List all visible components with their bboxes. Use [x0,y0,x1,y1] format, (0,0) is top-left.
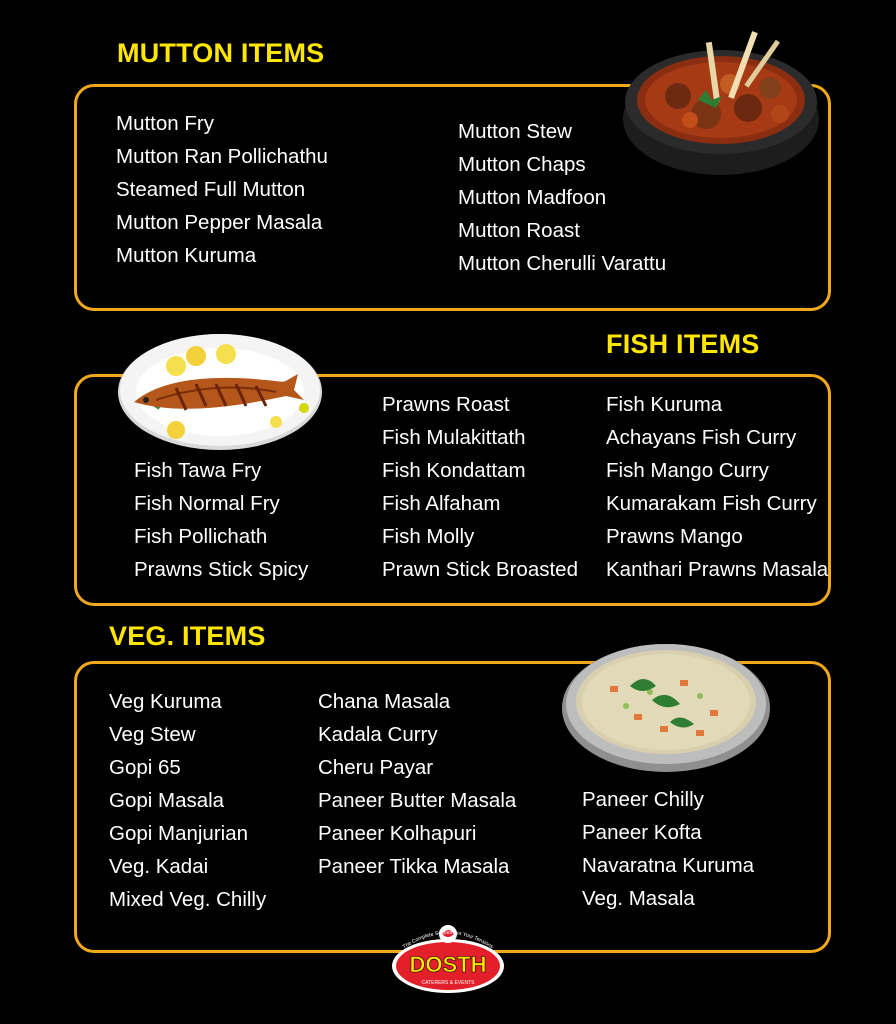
logo-subtitle: CATERERS & EVENTS [421,980,475,986]
veg-heading: VEG. ITEMS [109,621,266,651]
menu-item: Mutton Stew [458,120,572,143]
veg-list-col1 [109,685,266,916]
fish-list-col3 [606,388,828,586]
fried-fish-image [116,326,330,454]
dosth-logo [388,918,508,996]
menu-item: Mutton Fry [116,112,214,135]
menu-item: Cheru Payar [318,756,434,779]
menu-item: Gopi Masala [109,789,225,812]
mutton-curry-image [620,22,826,177]
menu-item: Fish Molly [382,525,475,548]
menu-item: Mutton Ran Pollichathu [116,145,328,168]
menu-item: Fish Pollichath [134,525,268,548]
menu-item: Mutton Madfoon [458,186,607,209]
menu-item: Kanthari Prawns Masala [606,558,829,581]
menu-item: Fish Alfaham [382,492,501,515]
menu-item: Mutton Pepper Masala [116,211,323,234]
mutton-list-col1 [116,107,328,272]
menu-item: Veg Kuruma [109,690,222,713]
menu-item: Fish Mulakittath [382,426,526,449]
menu-item: Mutton Cherulli Varattu [458,252,667,275]
menu-item: Prawn Stick Broasted [382,558,578,581]
menu-item: Mixed Veg. Chilly [109,888,267,911]
menu-item: Kadala Curry [318,723,438,746]
menu-item: Fish Kuruma [606,393,723,416]
menu-item: Kumarakam Fish Curry [606,492,817,515]
menu-item: Prawns Mango [606,525,743,548]
menu-item: Veg. Kadai [109,855,209,878]
menu-item: Fish Mango Curry [606,459,769,482]
veg-kuruma-image [560,630,774,776]
menu-item: Paneer Butter Masala [318,789,517,812]
menu-item: Paneer Kolhapuri [318,822,477,845]
logo-wordmark: DOSTH [409,952,487,977]
menu-item: Navaratna Kuruma [582,854,755,877]
fish-list-col1 [134,454,308,586]
menu-item: Veg. Masala [582,887,695,910]
mutton-heading: MUTTON ITEMS [117,38,325,68]
menu-item: Mutton Roast [458,219,580,242]
menu-item: Paneer Chilly [582,788,704,811]
menu-item: Prawns Stick Spicy [134,558,309,581]
menu-item: Paneer Kofta [582,821,702,844]
menu-item: Gopi 65 [109,756,181,779]
menu-item: Achayans Fish Curry [606,426,797,449]
menu-item: Prawns Roast [382,393,510,416]
menu-item: Fish Normal Fry [134,492,280,515]
menu-item: Mutton Chaps [458,153,586,176]
menu-item: Steamed Full Mutton [116,178,306,201]
menu-item: Paneer Tikka Masala [318,855,510,878]
menu-item: Gopi Manjurian [109,822,249,845]
fish-list-col2 [382,388,578,586]
logo-tagline: The Complete Solution for Your Tensions [401,929,495,951]
veg-list-col3 [582,783,754,915]
menu-item: Fish Kondattam [382,459,526,482]
menu-item: Veg Stew [109,723,196,746]
menu-item: Mutton Kuruma [116,244,257,267]
menu-item: Chana Masala [318,690,451,713]
menu-item: Fish Tawa Fry [134,459,262,482]
fish-heading: FISH ITEMS [606,329,760,359]
veg-list-col2 [318,685,516,883]
